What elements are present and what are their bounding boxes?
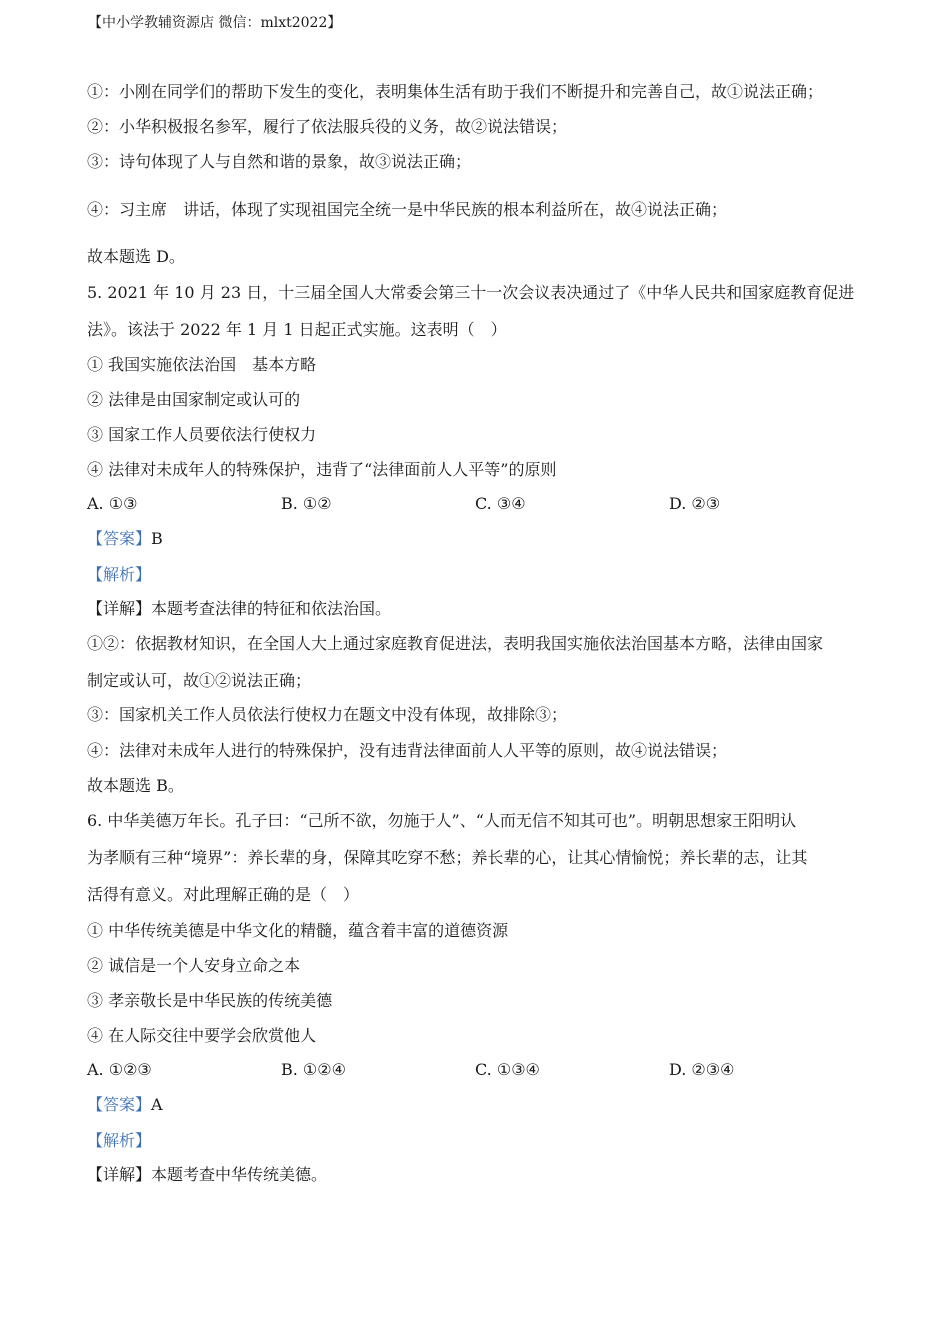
q5-statement: ② 法律是由国家制定或认可的 (87, 390, 301, 409)
answer-tag: 【答案】 (87, 529, 152, 548)
q5-stem: 法》。该法于 2022 年 1 月 1 日起正式实施。这表明（ ） (87, 320, 507, 339)
q6-option-c: C. ①③④ (475, 1060, 540, 1079)
answer-value: A (151, 1095, 163, 1114)
q6-option-b: B. ①②④ (281, 1060, 346, 1079)
detail-tag: 【详解】 (87, 1165, 152, 1184)
q5-option-a: A. ①③ (87, 494, 138, 513)
prev-analysis-line: ④：习主席 讲话，体现了实现祖国完全统一是中华民族的根本利益所在，故④说法正确； (87, 200, 728, 219)
q5-analysis-line: ③：国家机关工作人员依法行使权力在题文中没有体现，故排除③； (87, 705, 568, 724)
detail-text: 本题考查中华传统美德。 (151, 1165, 328, 1184)
prev-analysis-line: ①：小刚在同学们的帮助下发生的变化，表明集体生活有助于我们不断提升和完善自己，故①说法正确； (87, 82, 824, 101)
q6-option-a: A. ①②③ (87, 1060, 152, 1079)
q5-analysis-line: ④：法律对未成年人进行的特殊保护，没有违背法律面前人人平等的原则，故④说法错误； (87, 741, 728, 760)
q5-conclusion: 故本题选 B。 (87, 776, 184, 795)
detail-tag: 【详解】 (87, 599, 152, 618)
q6-answer (87, 1093, 863, 1117)
q5-stem: 5. 2021 年 10 月 23 日，十三届全国人大常委会第三十一次会议表决通过了《中华人民共和国家庭教育促进 (87, 283, 855, 302)
q6-statement: ④ 在人际交往中要学会欣赏他人 (87, 1026, 317, 1045)
q6-stem: 活得有意义。对此理解正确的是（ ） (87, 885, 360, 904)
q6-statement: ① 中华传统美德是中华文化的精髓，蕴含着丰富的道德资源 (87, 921, 509, 940)
q5-statement: ① 我国实施依法治国 基本方略 (87, 355, 317, 374)
q5-option-d: D. ②③ (669, 494, 721, 513)
q6-option-d: D. ②③④ (669, 1060, 735, 1079)
q6-statement: ③ 孝亲敬长是中华民族的传统美德 (87, 991, 333, 1010)
q6-analysis-heading (87, 1129, 863, 1153)
q6-stem: 6. 中华美德万年长。孔子曰：“己所不欲，勿施于人”、“人而无信不知其可也”。明朝思想家王阳明认 (87, 811, 797, 830)
q5-answer (87, 527, 863, 551)
q6-detail (87, 1163, 863, 1187)
q5-option-c: C. ③④ (475, 494, 526, 513)
q5-analysis-line: 制定或认可，故①②说法正确； (87, 671, 312, 690)
q6-statement: ② 诚信是一个人安身立命之本 (87, 956, 301, 975)
q5-analysis-line: ①②：依据教材知识，在全国人大上通过家庭教育促进法，表明我国实施依法治国基本方略，法律由国家 (87, 634, 824, 653)
answer-tag: 【答案】 (87, 1095, 152, 1114)
q6-stem: 为孝顺有三种“境界”：养长辈的身，保障其吃穿不愁；养长辈的心，让其心情愉悦；养长辈的志，让其 (87, 848, 808, 867)
answer-value: B (151, 529, 163, 548)
detail-text: 本题考查法律的特征和依法治国。 (151, 599, 392, 618)
q5-statement: ④ 法律对未成年人的特殊保护，违背了“法律面前人人平等”的原则 (87, 460, 557, 479)
q5-analysis-heading (87, 563, 863, 587)
q5-detail (87, 597, 863, 621)
q5-statement: ③ 国家工作人员要依法行使权力 (87, 425, 317, 444)
prev-conclusion: 故本题选 D。 (87, 247, 185, 266)
analysis-tag: 【解析】 (87, 1131, 152, 1150)
prev-analysis-line: ③：诗句体现了人与自然和谐的景象，故③说法正确； (87, 152, 472, 171)
q5-option-b: B. ①② (281, 494, 332, 513)
watermark-header: 【中小学教辅资源店 微信：mlxt2022】 (88, 15, 342, 31)
prev-analysis-line: ②：小华积极报名参军，履行了依法服兵役的义务，故②说法错误； (87, 117, 568, 136)
analysis-tag: 【解析】 (87, 565, 152, 584)
